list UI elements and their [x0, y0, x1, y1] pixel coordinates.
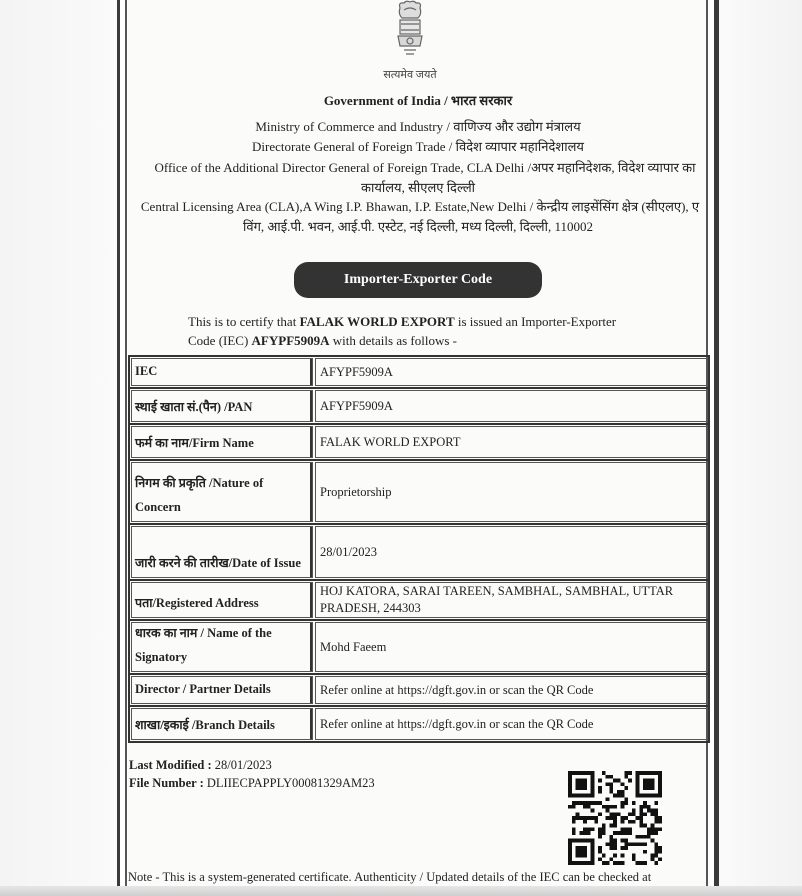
- border-line-left: [125, 0, 127, 896]
- row-label: पता/Registered Address: [132, 583, 312, 617]
- ministry-line: Ministry of Commerce and Industry / वाणिज्य और उद्योग मंत्रालय: [255, 119, 581, 134]
- certify-statement: [188, 312, 638, 350]
- table-row: [130, 525, 708, 581]
- row-label: शाखा/इकाई /Branch Details: [132, 709, 312, 739]
- table-row: [130, 389, 708, 425]
- qr-code-icon: [568, 771, 662, 865]
- dgft-line: Directorate General of Foreign Trade / विदेश व्यापार महानिदेशालय: [252, 139, 584, 154]
- government-title: Government of India / भारत सरकार: [323, 93, 513, 108]
- certify-firm: FALAK WORLD EXPORT: [299, 314, 455, 329]
- file-number-value: DLIIECPAPPLY00081329AM23: [206, 776, 375, 790]
- last-modified-label: Last Modified :: [129, 758, 215, 772]
- table-row: [130, 581, 708, 621]
- row-value: Refer online at https://dgft.gov.in or scan the QR Code: [316, 677, 706, 703]
- table-row: [130, 461, 708, 525]
- last-modified: [129, 758, 272, 773]
- national-emblem-icon: [388, 0, 432, 68]
- row-value: AFYPF5909A: [316, 391, 706, 421]
- emblem-motto: सत्यमेव जयते: [383, 69, 437, 81]
- cla-line-1: Central Licensing Area (CLA),A Wing I.P. Bhawan, I.P. Estate,New Delhi / केन्द्रीय लाइसेंसिंग क्षेत्र (सीएलए), ए: [140, 199, 700, 214]
- row-label: निगम की प्रकृति /Nature of Concern: [132, 463, 312, 521]
- row-value: AFYPF5909A: [316, 359, 706, 385]
- row-label: Director / Partner Details: [132, 677, 312, 703]
- certify-text-1: This is to certify that: [188, 314, 300, 329]
- certify-iec: AFYPF5909A: [251, 333, 330, 348]
- verification-note: Note - This is a system-generated certificate. Authenticity / Updated details of the IEC can be checked at: [128, 870, 652, 884]
- row-value: Proprietorship: [316, 463, 706, 521]
- table-row: [130, 425, 708, 461]
- border-line-outer-right: [714, 0, 717, 896]
- office-line-2: कार्यालय, सीएलए दिल्ली: [360, 180, 476, 195]
- table-row: [130, 675, 708, 707]
- last-modified-value: 28/01/2023: [214, 758, 272, 772]
- scan-bottom-edge: [0, 886, 802, 896]
- certify-text-3: with details as follows -: [329, 333, 458, 348]
- row-label: जारी करने की तारीख/Date of Issue: [132, 527, 312, 577]
- row-label: स्थाई खाता सं.(पैन) /PAN: [132, 391, 312, 421]
- row-label: धारक का नाम / Name of the Signatory: [132, 623, 312, 671]
- iec-title-badge: Importer-Exporter Code: [294, 262, 542, 298]
- file-number-label: File Number :: [129, 776, 207, 790]
- table-row: [130, 621, 708, 675]
- table-row: [130, 707, 708, 741]
- row-value: FALAK WORLD EXPORT: [316, 427, 706, 457]
- row-value: 28/01/2023: [316, 527, 706, 577]
- row-label: IEC: [132, 359, 312, 385]
- table-row: [130, 357, 708, 389]
- file-number: [129, 776, 375, 791]
- row-label: फर्म का नाम/Firm Name: [132, 427, 312, 457]
- row-value: Mohd Faeem: [316, 623, 706, 671]
- row-value: HOJ KATORA, SARAI TAREEN, SAMBHAL, SAMBHAL, UTTAR PRADESH, 244303: [316, 583, 706, 617]
- scan-left-margin: [0, 0, 117, 896]
- cla-line-2: विंग, आई.पी. भवन, आई.पी. एस्टेट, नई दिल्ली, मध्य दिल्ली, दिल्ली, 110002: [243, 219, 593, 234]
- row-value: Refer online at https://dgft.gov.in or scan the QR Code: [316, 709, 706, 739]
- scan-right-margin: [714, 0, 802, 896]
- certify-text-2: is issued an Importer-Exporter Code (IEC): [188, 314, 617, 348]
- office-line-1: Office of the Additional Director General of Foreign Trade, CLA Delhi /अपर महानिदेशक, विदेश व्यापार का: [154, 160, 696, 175]
- details-table: [128, 355, 710, 743]
